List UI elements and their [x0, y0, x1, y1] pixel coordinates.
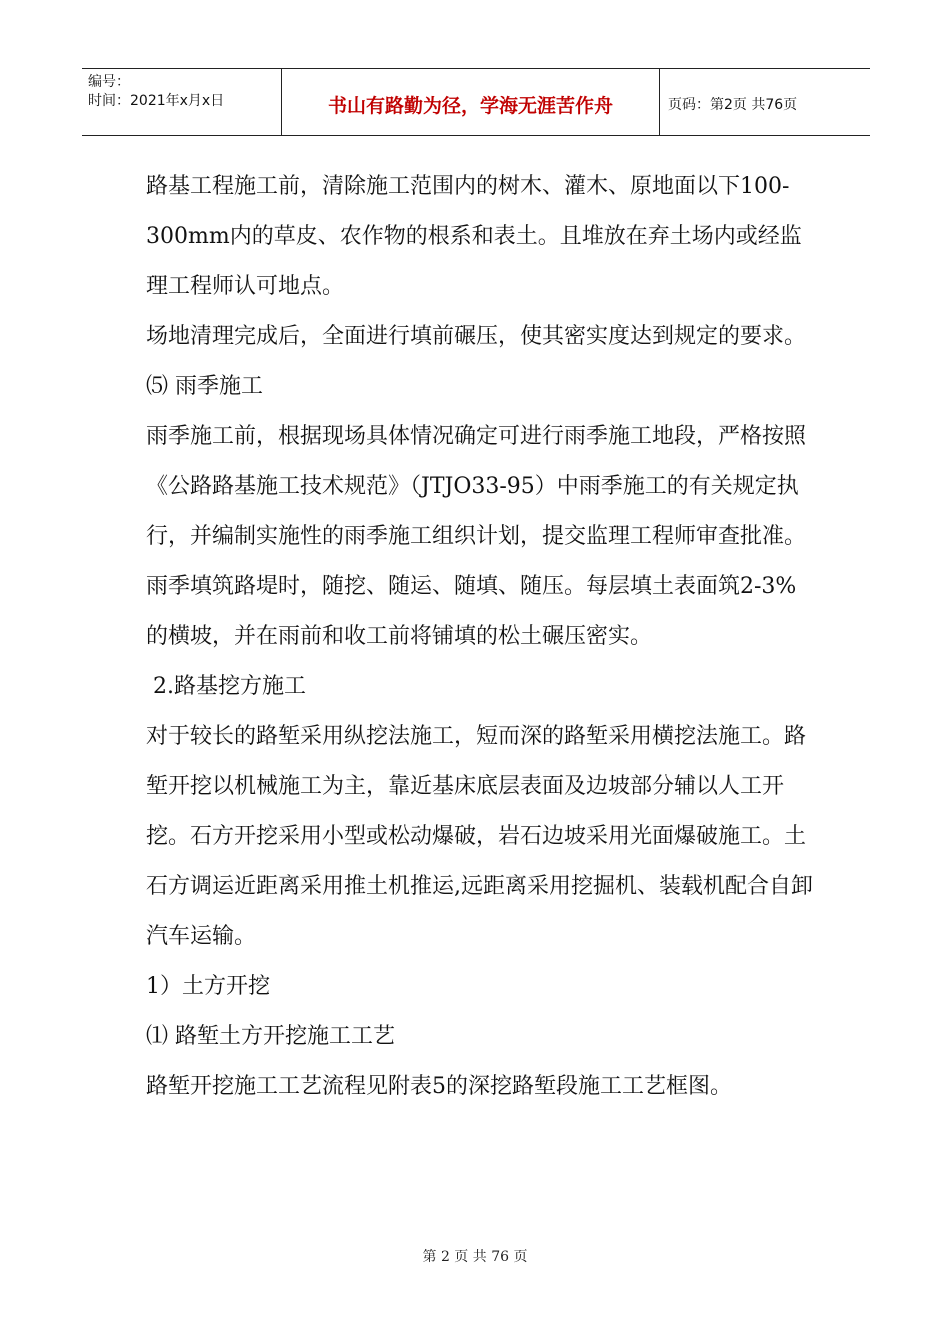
- page-header: [82, 68, 870, 136]
- section-heading: 1）土方开挖: [146, 974, 270, 999]
- number-label: 编号：: [88, 74, 130, 90]
- section-heading: ⑴ 路堑土方开挖施工工艺: [146, 1024, 395, 1049]
- paragraph: 雨季施工前，根据现场具体情况确定可进行雨季施工地段，严格按照《公路路基施工技术规范》（JTJO33-95）中雨季施工的有关规定执行，并编制实施性的雨季施工组织计划，提交监理工程师审查批准。: [146, 424, 807, 549]
- page-footer: 第 2 页 共 76 页: [422, 1249, 528, 1265]
- paragraph: 对于较长的路堑采用纵挖法施工，短而深的路堑采用横挖法施工。路堑开挖以机械施工为主，靠近基床底层表面及边坡部分辅以人工开挖。石方开挖采用小型或松动爆破，岩石边坡采用光面爆破施工。土石方调运近距离采用推土机推运,远距离采用挖掘机、装载机配合自卸汽车运输。: [146, 724, 813, 949]
- header-motto: 书山有路勤为径，学海无涯苦作舟: [282, 69, 660, 135]
- paragraph: 路堑开挖施工工艺流程见附表5的深挖路堑段施工工艺框图。: [146, 1074, 732, 1099]
- section-heading: ⑸ 雨季施工: [146, 374, 263, 399]
- paragraph: 场地清理完成后，全面进行填前碾压，使其密实度达到规定的要求。: [146, 324, 807, 349]
- document-body: [146, 162, 816, 1112]
- header-meta: [82, 69, 282, 135]
- paragraph: 雨季填筑路堤时，随挖、随运、随填、随压。每层填土表面筑2-3%的横坡，并在雨前和收工前将铺填的松土碾压密实。: [146, 574, 797, 649]
- paragraph: 路基工程施工前，清除施工范围内的树木、灌木、原地面以下100-300mm内的草皮、农作物的根系和表土。且堆放在弃土场内或经监理工程师认可地点。: [146, 174, 802, 299]
- header-page-info: 页码：第2页 共76页: [668, 97, 798, 113]
- time-label: 时间：2021年x月x日: [88, 93, 225, 109]
- section-heading: 2.路基挖方施工: [146, 674, 306, 699]
